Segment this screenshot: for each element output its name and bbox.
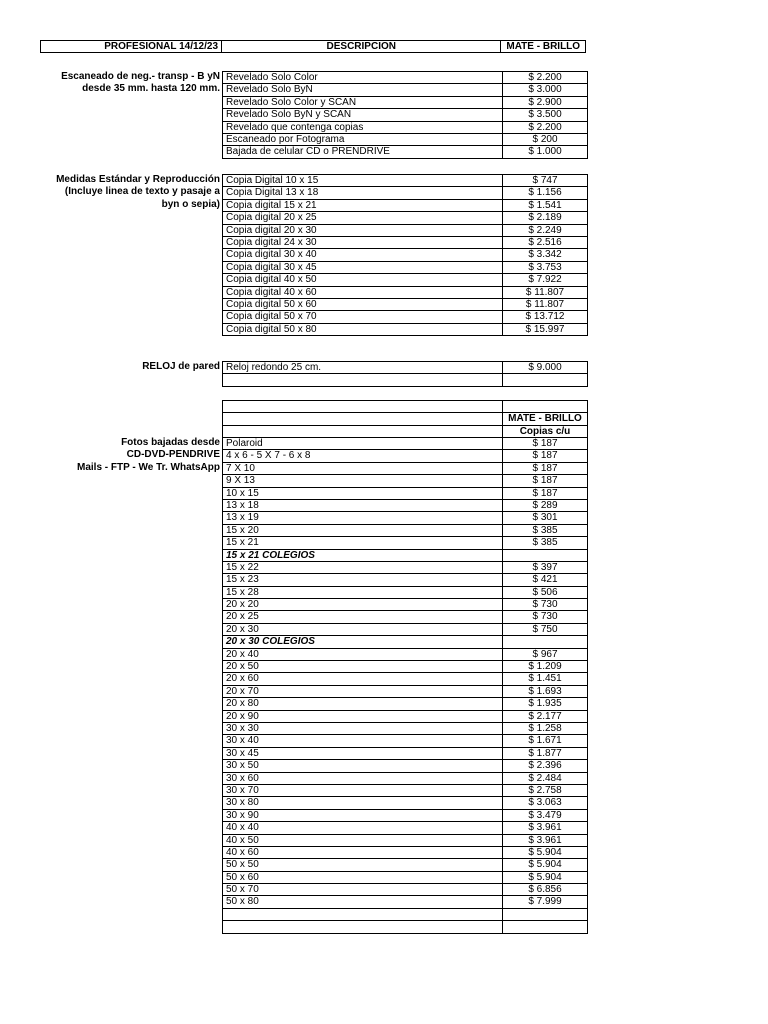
table-row bbox=[223, 97, 588, 109]
table-row bbox=[223, 649, 588, 661]
row-price: $ 200 bbox=[503, 134, 588, 146]
row-description: 30 x 60 bbox=[223, 773, 503, 785]
row-description bbox=[223, 909, 503, 921]
row-price: $ 2.900 bbox=[503, 97, 588, 109]
row-description: 50 x 60 bbox=[223, 872, 503, 884]
row-description: 20 x 50 bbox=[223, 661, 503, 673]
row-price: $ 2.177 bbox=[503, 711, 588, 723]
row-price: $ 1.877 bbox=[503, 748, 588, 760]
fotos-price-table bbox=[222, 437, 588, 934]
table-row bbox=[223, 262, 588, 274]
header-mate-brillo: MATE - BRILLO bbox=[506, 41, 581, 52]
row-price bbox=[503, 909, 588, 921]
row-price: $ 3.063 bbox=[503, 797, 588, 809]
row-description: Copia Digital 10 x 15 bbox=[223, 175, 503, 187]
table-row bbox=[223, 109, 588, 121]
row-description: 15 x 20 bbox=[223, 525, 503, 537]
table-row bbox=[223, 921, 588, 933]
row-price: $ 9.000 bbox=[503, 362, 588, 374]
row-description: 20 x 20 bbox=[223, 599, 503, 611]
row-price: $ 1.000 bbox=[503, 146, 588, 158]
row-price: $ 7.922 bbox=[503, 274, 588, 286]
table-row bbox=[223, 512, 588, 524]
table-row bbox=[223, 599, 588, 611]
row-description: Escaneado por Fotograma bbox=[223, 134, 503, 146]
row-description: Copia Digital 13 x 18 bbox=[223, 187, 503, 199]
label-line: desde 35 mm. hasta 120 mm. bbox=[82, 83, 220, 95]
row-description: 50 x 50 bbox=[223, 859, 503, 871]
row-price: $ 3.961 bbox=[503, 822, 588, 834]
row-description: Reloj redondo 25 cm. bbox=[223, 362, 503, 374]
row-price: $ 5.904 bbox=[503, 847, 588, 859]
table-row bbox=[223, 859, 588, 871]
row-price bbox=[503, 921, 588, 933]
row-price: $ 187 bbox=[503, 488, 588, 500]
row-price: $ 730 bbox=[503, 599, 588, 611]
table-row bbox=[223, 311, 588, 323]
row-price: $ 11.807 bbox=[503, 287, 588, 299]
table-subheading-row bbox=[223, 636, 588, 648]
row-description: Copia digital 24 x 30 bbox=[223, 237, 503, 249]
row-price: $ 3.500 bbox=[503, 109, 588, 121]
row-description: Revelado que contenga copias bbox=[223, 122, 503, 134]
row-price: $ 2.516 bbox=[503, 237, 588, 249]
table-row bbox=[223, 500, 588, 512]
row-price: $ 7.999 bbox=[503, 896, 588, 908]
table-row bbox=[223, 488, 588, 500]
row-description: Revelado Solo ByN bbox=[223, 84, 503, 96]
reloj-table bbox=[222, 361, 588, 387]
row-price: $ 3.961 bbox=[503, 835, 588, 847]
row-price: $ 1.541 bbox=[503, 200, 588, 212]
table-row bbox=[223, 299, 588, 311]
row-price: $ 3.753 bbox=[503, 262, 588, 274]
row-description: 40 x 50 bbox=[223, 835, 503, 847]
table-row bbox=[223, 475, 588, 487]
row-description: Copia digital 20 x 25 bbox=[223, 212, 503, 224]
row-description: Copia digital 30 x 40 bbox=[223, 249, 503, 261]
row-description: 40 x 60 bbox=[223, 847, 503, 859]
table-row bbox=[223, 175, 588, 187]
row-description: Copia digital 20 x 30 bbox=[223, 225, 503, 237]
copias-header-table bbox=[222, 400, 588, 438]
row-description: 30 x 30 bbox=[223, 723, 503, 735]
table-row bbox=[223, 587, 588, 599]
row-description: Revelado Solo Color y SCAN bbox=[223, 97, 503, 109]
table-row bbox=[223, 362, 588, 374]
row-price: $ 13.712 bbox=[503, 311, 588, 323]
row-description: 15 x 21 COLEGIOS bbox=[223, 550, 503, 562]
table-row bbox=[223, 84, 588, 96]
table-row bbox=[223, 673, 588, 685]
row-price: $ 3.342 bbox=[503, 249, 588, 261]
table-row bbox=[223, 212, 588, 224]
row-price: $ 2.200 bbox=[503, 72, 588, 84]
row-description: 9 X 13 bbox=[223, 475, 503, 487]
row-price: $ 11.807 bbox=[503, 299, 588, 311]
header-profesional-date: PROFESIONAL 14/12/23 bbox=[41, 41, 222, 52]
label-line: byn o sepia) bbox=[161, 198, 220, 210]
row-price: $ 187 bbox=[503, 450, 588, 462]
table-row bbox=[223, 525, 588, 537]
row-price: $ 730 bbox=[503, 611, 588, 623]
table-row bbox=[223, 735, 588, 747]
table-row bbox=[223, 797, 588, 809]
row-price: $ 2.200 bbox=[503, 122, 588, 134]
row-price: $ 2.396 bbox=[503, 760, 588, 772]
table-row bbox=[223, 324, 588, 336]
row-price: $ 3.000 bbox=[503, 84, 588, 96]
row-price: $ 5.904 bbox=[503, 859, 588, 871]
table-row bbox=[223, 835, 588, 847]
table-row bbox=[223, 537, 588, 549]
row-description: 40 x 40 bbox=[223, 822, 503, 834]
section-label-medidas bbox=[30, 174, 220, 211]
row-description: 30 x 50 bbox=[223, 760, 503, 772]
copia-digital-table bbox=[222, 174, 588, 336]
row-description: 30 x 90 bbox=[223, 810, 503, 822]
table-row bbox=[223, 200, 588, 212]
row-price: $ 2.189 bbox=[503, 212, 588, 224]
table-subheading-row bbox=[223, 550, 588, 562]
row-description: 15 x 28 bbox=[223, 587, 503, 599]
row-description: 50 x 80 bbox=[223, 896, 503, 908]
table-row bbox=[223, 896, 588, 908]
row-price bbox=[503, 401, 588, 413]
row-price: $ 385 bbox=[503, 537, 588, 549]
table-row bbox=[223, 146, 588, 158]
label-line: (Incluye linea de texto y pasaje a bbox=[64, 186, 220, 198]
table-row bbox=[223, 187, 588, 199]
row-description: Copia digital 50 x 70 bbox=[223, 311, 503, 323]
row-description: 7 X 10 bbox=[223, 463, 503, 475]
row-price: Copias c/u bbox=[503, 426, 588, 438]
table-row bbox=[223, 872, 588, 884]
row-price: $ 2.249 bbox=[503, 225, 588, 237]
label-line: Medidas Estándar y Reproducción bbox=[56, 174, 220, 185]
row-description: 30 x 45 bbox=[223, 748, 503, 760]
table-row bbox=[223, 810, 588, 822]
row-price bbox=[503, 636, 588, 648]
table-row bbox=[223, 723, 588, 735]
row-price bbox=[503, 550, 588, 562]
row-price: $ 301 bbox=[503, 512, 588, 524]
table-row bbox=[223, 562, 588, 574]
row-description: Copia digital 50 x 60 bbox=[223, 299, 503, 311]
row-price: $ 187 bbox=[503, 475, 588, 487]
row-price: $ 1.156 bbox=[503, 187, 588, 199]
label-line: Mails - FTP - We Tr. WhatsApp bbox=[77, 461, 220, 473]
row-description: 20 x 25 bbox=[223, 611, 503, 623]
label-line: Fotos bajadas desde bbox=[121, 437, 220, 448]
row-price: $ 5.904 bbox=[503, 872, 588, 884]
row-price: $ 967 bbox=[503, 649, 588, 661]
row-description: 20 x 40 bbox=[223, 649, 503, 661]
table-row bbox=[223, 438, 588, 450]
row-price: $ 397 bbox=[503, 562, 588, 574]
row-description: Copia digital 30 x 45 bbox=[223, 262, 503, 274]
label-line: Escaneado de neg.- transp - B yN bbox=[61, 71, 220, 82]
row-description: Bajada de celular CD o PRENDRIVE bbox=[223, 146, 503, 158]
row-description: 4 x 6 - 5 X 7 - 6 x 8 bbox=[223, 450, 503, 462]
table-row bbox=[223, 773, 588, 785]
row-description: 13 x 18 bbox=[223, 500, 503, 512]
row-price: $ 747 bbox=[503, 175, 588, 187]
row-description: Copia digital 50 x 80 bbox=[223, 324, 503, 336]
table-row bbox=[223, 574, 588, 586]
label-line: RELOJ de pared bbox=[142, 361, 220, 372]
row-description: 20 x 90 bbox=[223, 711, 503, 723]
table-row bbox=[223, 274, 588, 286]
table-row bbox=[223, 450, 588, 462]
table-row bbox=[223, 249, 588, 261]
section-label-escaneado bbox=[30, 71, 220, 96]
table-row bbox=[223, 72, 588, 84]
row-price: $ 6.856 bbox=[503, 884, 588, 896]
row-price: $ 421 bbox=[503, 574, 588, 586]
row-description: 15 x 21 bbox=[223, 537, 503, 549]
revelado-table bbox=[222, 71, 588, 159]
header-descripcion: DESCRIPCION bbox=[222, 41, 501, 52]
row-description: Copia digital 40 x 50 bbox=[223, 274, 503, 286]
row-price: $ 2.758 bbox=[503, 785, 588, 797]
table-row bbox=[223, 237, 588, 249]
row-price: $ 187 bbox=[503, 438, 588, 450]
table-row bbox=[223, 884, 588, 896]
row-price: $ 15.997 bbox=[503, 324, 588, 336]
table-row bbox=[223, 686, 588, 698]
row-description: 30 x 70 bbox=[223, 785, 503, 797]
row-description bbox=[223, 413, 503, 425]
section-label-fotos-bajadas bbox=[30, 437, 220, 474]
label-line: CD-DVD-PENDRIVE bbox=[126, 449, 220, 461]
row-price: $ 187 bbox=[503, 463, 588, 475]
row-price: $ 1.935 bbox=[503, 698, 588, 710]
table-row bbox=[223, 287, 588, 299]
row-description: 15 x 22 bbox=[223, 562, 503, 574]
table-row bbox=[223, 401, 588, 413]
row-description: 50 x 70 bbox=[223, 884, 503, 896]
table-header-row bbox=[40, 40, 586, 53]
table-row bbox=[223, 711, 588, 723]
table-row bbox=[223, 463, 588, 475]
table-row bbox=[223, 624, 588, 636]
row-price: $ 506 bbox=[503, 587, 588, 599]
row-description: 20 x 30 COLEGIOS bbox=[223, 636, 503, 648]
table-row bbox=[223, 225, 588, 237]
table-row bbox=[223, 413, 588, 425]
table-row bbox=[223, 760, 588, 772]
row-price: MATE - BRILLO bbox=[503, 413, 588, 425]
table-row bbox=[223, 909, 588, 921]
row-price: $ 1.451 bbox=[503, 673, 588, 685]
row-description: Revelado Solo Color bbox=[223, 72, 503, 84]
table-row bbox=[223, 822, 588, 834]
row-description: Polaroid bbox=[223, 438, 503, 450]
table-row bbox=[223, 374, 588, 386]
row-description bbox=[223, 401, 503, 413]
table-row bbox=[223, 122, 588, 134]
row-price: $ 385 bbox=[503, 525, 588, 537]
row-description: Revelado Solo ByN y SCAN bbox=[223, 109, 503, 121]
row-description: 10 x 15 bbox=[223, 488, 503, 500]
row-description: 20 x 60 bbox=[223, 673, 503, 685]
table-row bbox=[223, 785, 588, 797]
row-price: $ 3.479 bbox=[503, 810, 588, 822]
row-price: $ 1.671 bbox=[503, 735, 588, 747]
table-row bbox=[223, 611, 588, 623]
row-description: Copia digital 15 x 21 bbox=[223, 200, 503, 212]
row-description bbox=[223, 921, 503, 933]
row-price bbox=[503, 374, 588, 386]
row-price: $ 2.484 bbox=[503, 773, 588, 785]
row-price: $ 289 bbox=[503, 500, 588, 512]
table-row bbox=[223, 134, 588, 146]
table-row bbox=[223, 847, 588, 859]
table-row bbox=[223, 698, 588, 710]
row-description: 15 x 23 bbox=[223, 574, 503, 586]
row-description: 30 x 80 bbox=[223, 797, 503, 809]
row-description: Copia digital 40 x 60 bbox=[223, 287, 503, 299]
row-description bbox=[223, 374, 503, 386]
row-price: $ 750 bbox=[503, 624, 588, 636]
row-description: 20 x 30 bbox=[223, 624, 503, 636]
row-price: $ 1.693 bbox=[503, 686, 588, 698]
row-description: 20 x 80 bbox=[223, 698, 503, 710]
section-label-reloj bbox=[30, 361, 220, 373]
table-row bbox=[223, 748, 588, 760]
row-price: $ 1.209 bbox=[503, 661, 588, 673]
row-description: 13 x 19 bbox=[223, 512, 503, 524]
row-description: 30 x 40 bbox=[223, 735, 503, 747]
table-row bbox=[223, 661, 588, 673]
row-price: $ 1.258 bbox=[503, 723, 588, 735]
row-description: 20 x 70 bbox=[223, 686, 503, 698]
